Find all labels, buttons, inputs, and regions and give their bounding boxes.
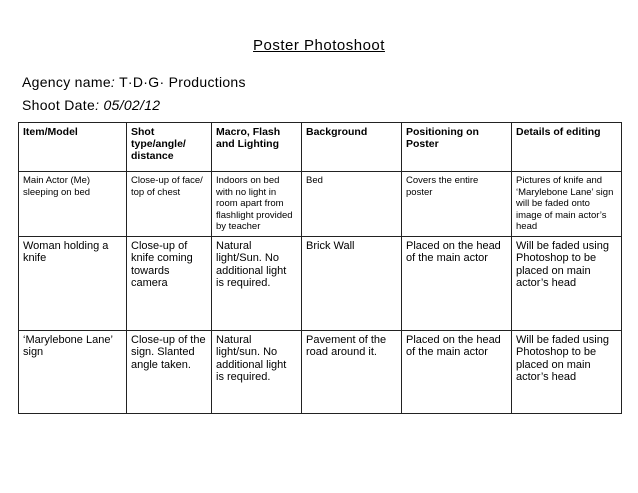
table-cell: Brick Wall	[302, 236, 402, 330]
table-cell: Natural light/sun. No additional light is required.	[212, 330, 302, 413]
photoshoot-table	[18, 122, 622, 414]
table-header-row	[19, 123, 622, 172]
table-cell: Natural light/Sun. No additional light is required.	[212, 236, 302, 330]
table-cell: Woman holding a knife	[19, 236, 127, 330]
table-cell: Pictures of knife and ‘Marylebone Lane’ sign will be faded onto image of main actor’s head	[512, 172, 622, 237]
table-row	[19, 236, 622, 330]
agency-colon: :	[110, 74, 116, 90]
document-title: Poster Photoshoot	[253, 37, 385, 54]
table-cell: Indoors on bed with no light in room apart from flashlight provided by teacher	[212, 172, 302, 237]
table-row	[19, 330, 622, 413]
table-cell: Main Actor (Me) sleeping on bed	[19, 172, 127, 237]
shoot-date-label: Shoot Date	[22, 97, 96, 113]
header-shot-type: Shot type/angle/ distance	[127, 123, 212, 172]
date-colon: :	[95, 97, 100, 113]
table-row	[19, 172, 622, 237]
shoot-date-line	[22, 97, 160, 113]
header-positioning: Positioning on Poster	[402, 123, 512, 172]
table-cell: Will be faded using Photoshop to be placed on main actor’s head	[512, 236, 622, 330]
table-cell: Close-up of face/ top of chest	[127, 172, 212, 237]
shoot-date-value: 05/02/12	[103, 97, 161, 113]
agency-value: T·D·G· Productions	[119, 74, 246, 90]
table-cell: Bed	[302, 172, 402, 237]
table-cell: Will be faded using Photoshop to be placed on main actor’s head	[512, 330, 622, 413]
table-cell: Pavement of the road around it.	[302, 330, 402, 413]
agency-label: Agency name	[22, 74, 111, 90]
table-cell: Close-up of knife coming towards camera	[127, 236, 212, 330]
table-cell: Covers the entire poster	[402, 172, 512, 237]
header-background: Background	[302, 123, 402, 172]
header-lighting: Macro, Flash and Lighting	[212, 123, 302, 172]
header-editing: Details of editing	[512, 123, 622, 172]
table-cell: Close-up of the sign. Slanted angle taken.	[127, 330, 212, 413]
table-cell: Placed on the head of the main actor	[402, 330, 512, 413]
table-cell: ‘Marylebone Lane’ sign	[19, 330, 127, 413]
header-item-model: Item/Model	[19, 123, 127, 172]
agency-line	[22, 74, 246, 90]
table-cell: Placed on the head of the main actor	[402, 236, 512, 330]
